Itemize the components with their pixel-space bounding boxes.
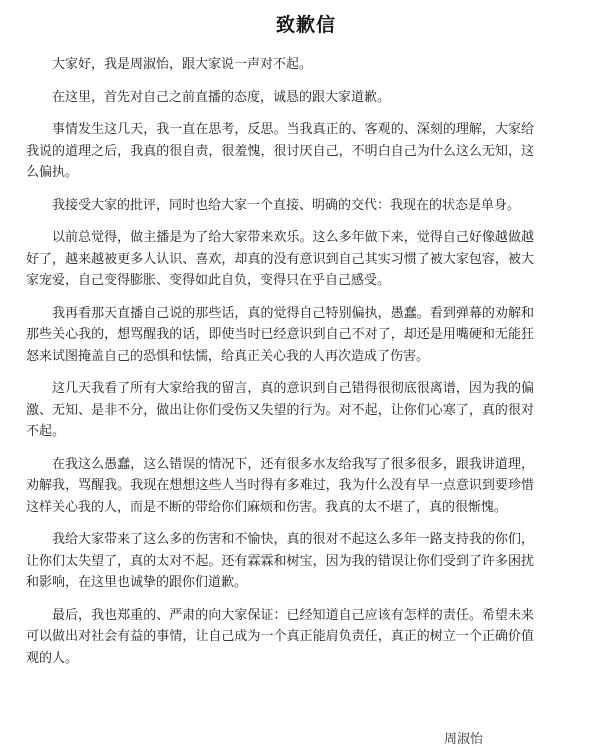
paragraph: 我接受大家的批评，同时也给大家一个直接、明确的交代：我现在的状态是单身。 [52,197,521,213]
signature: 周淑怡 [444,732,484,747]
paragraph: 我再看那天直播自己说的那些话，真的觉得自己特别偏执，愚蠢。看到弹幕的劝解和那些关心我的，想骂醒我的话，即使当时已经意识到自己不对了，却还是用嘴硬和无能狂怒来试图掩盖自己的恐惧和怯懦，给真正关心我的人再次造成了伤害。 [26,305,534,364]
paragraph: 在我这么愚蠢，这么错误的情况下，还有很多水友给我写了很多很多，跟我讲道理，劝解我，骂醒我。我现在想想这些人当时得有多难过，我为什么没有早一点意识到要珍惜这样关心我的人，而是不断的带给你们麻烦和伤害。我真的太不堪了，真的很惭愧。 [26,456,534,515]
paragraph: 我给大家带来了这么多的伤害和不愉快，真的很对不起这么多年一路支持我的你们，让你们太失望了，真的太对不起。还有霖霖和树宝，因为我的错误让你们受到了许多困扰和影响，在这里也诚挚的跟你们道歉。 [26,532,534,590]
paragraph: 在这里，首先对自己之前直播的态度，诚恳的跟大家道歉。 [52,89,391,105]
paragraph: 大家好，我是周淑怡，跟大家说一声对不起。 [52,57,313,72]
letter-body [26,54,534,680]
paragraph: 最后，我也郑重的、严肃的向大家保证：已经知道自己应该有怎样的责任。希望未来可以做出对社会有益的事情，让自己成为一个真正能肩负责任，真正的树立一个正确价值观的人。 [26,607,534,666]
page-title: 致歉信 [275,14,336,36]
paragraph: 以前总觉得，做主播是为了给大家带来欢乐。这么多年做下来，觉得自己好像越做越好了，越来越被更多人认识、喜欢，却真的没有意识到自己其实习惯了被大家包容，被大家宠爱，自己变得膨胀、变得如此自负，变得只在乎自己感受。 [26,230,534,288]
paragraph: 事情发生这几天，我一直在思考，反思。当我真正的、客观的、深刻的理解，大家给我说的道理之后，我真的很自责，很羞愧，很讨厌自己，不明白自己为什么这么无知，这么偏执。 [26,122,534,180]
paragraph: 这几天我看了所有大家给我的留言，真的意识到自己错得很彻底很离谱，因为我的偏激、无知、是非不分，做出让你们受伤又失望的行为。对不起，让你们心寒了，真的很对不起。 [26,381,534,439]
